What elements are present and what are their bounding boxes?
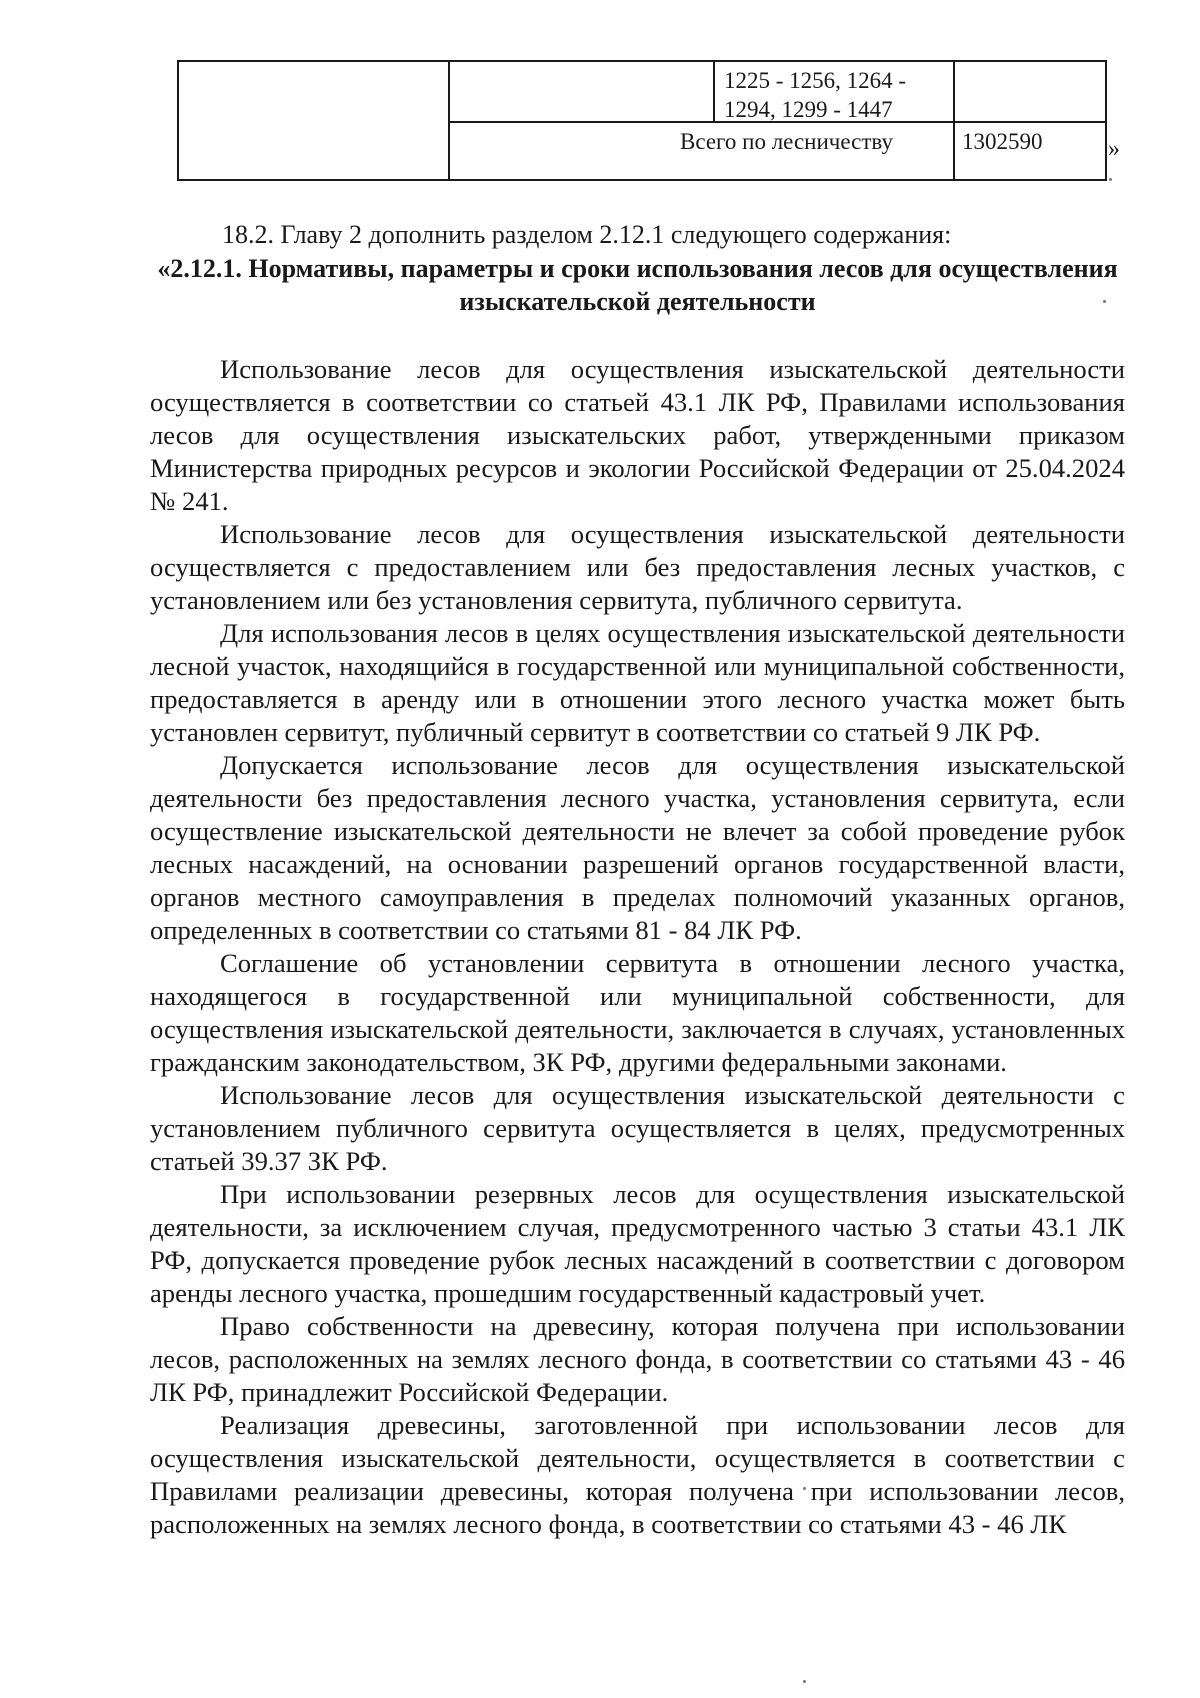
scan-speck (803, 1680, 806, 1683)
paragraph: Использование лесов для осуществления изыскательской деятельности с установлением публичного сервитута осуществляется в целях, предусмотренных статьей 39.37 ЗК РФ. (150, 1080, 1125, 1176)
paragraph: Право собственности на древесину, которая получена при использовании лесов, расположенных на землях лесного фонда, в соответствии со статьями 43 - 46 ЛК РФ, принадлежит Российской Федерации. (150, 1311, 1125, 1407)
paragraph: Использование лесов для осуществления изыскательской деятельности осуществляется в соответствии со статьей 43.1 ЛК РФ, Правилами использования лесов для осуществления изыскательских работ, утвержденными приказом Министерства природных ресурсов и экологии Российской Федерации от 25.04.2024 № 241. (150, 354, 1125, 516)
amendment-line: 18.2. Главу 2 дополнить разделом 2.12.1 следующего содержания: (222, 220, 952, 249)
paragraph: Соглашение об установлении сервитута в отношении лесного участка, находящегося в государственной или муниципальной собственности, для осуществления изыскательской деятельности, заключается в случаях, установленных гражданским законодательством, ЗК РФ, другими федеральными законами. (150, 948, 1125, 1077)
paragraph: При использовании резервных лесов для осуществления изыскательской деятельности, за исключением случая, предусмотренного частью 3 статьи 43.1 ЛК РФ, допускается проведение рубок лесных насаждений в соответствии с договором аренды лесного участка, прошедшим государственный кадастровый учет. (150, 1179, 1125, 1308)
paragraph: Использование лесов для осуществления изыскательской деятельности осуществляется с предоставлением или без предоставления лесных участков, с установлением или без установления сервитута, публичного сервитута. (150, 519, 1125, 615)
closing-quote: » (1108, 136, 1120, 162)
paragraph: Реализация древесины, заготовленной при использовании лесов для осуществления изыскательской деятельности, осуществляется в соответствии с Правилами реализации древесины, которая получена при использовании лесов, расположенных на землях лесного фонда, в соответствии со статьями 43 - 46 ЛК (150, 1410, 1125, 1539)
section-body (150, 353, 1125, 1541)
paragraph: Допускается использование лесов для осуществления изыскательской деятельности без предоставления лесного участка, установления сервитута, если осуществление изыскательской деятельности не влечет за собой проведение рубок лесных насаждений, на основании разрешений органов государственной власти, органов местного самоуправления в пределах полномочий указанных органов, определенных в соответствии со статьями 81 - 84 ЛК РФ. (150, 750, 1125, 945)
scan-speck (1109, 178, 1112, 181)
table-cell-ranges-line2: 1294, 1299 - 1447 (724, 97, 893, 122)
paragraph: Для использования лесов в целях осуществления изыскательской деятельности лесной участок, находящийся в государственной или муниципальной собственности, предоставляется в аренду или в отношении этого лесного участка может быть установлен сервитут, публичный сервитут в соответствии со статьей 9 ЛК РФ. (150, 618, 1125, 747)
table-total-label: Всего по лесничеству (680, 129, 893, 154)
table-cell-ranges-line1: 1225 - 1256, 1264 - (724, 68, 907, 93)
forestry-table-fragment (177, 60, 1107, 181)
table-total-value: 1302590 (962, 129, 1043, 154)
section-heading: «2.12.1. Нормативы, параметры и сроки использования лесов для осуществления изыскательской деятельности (157, 254, 1118, 316)
